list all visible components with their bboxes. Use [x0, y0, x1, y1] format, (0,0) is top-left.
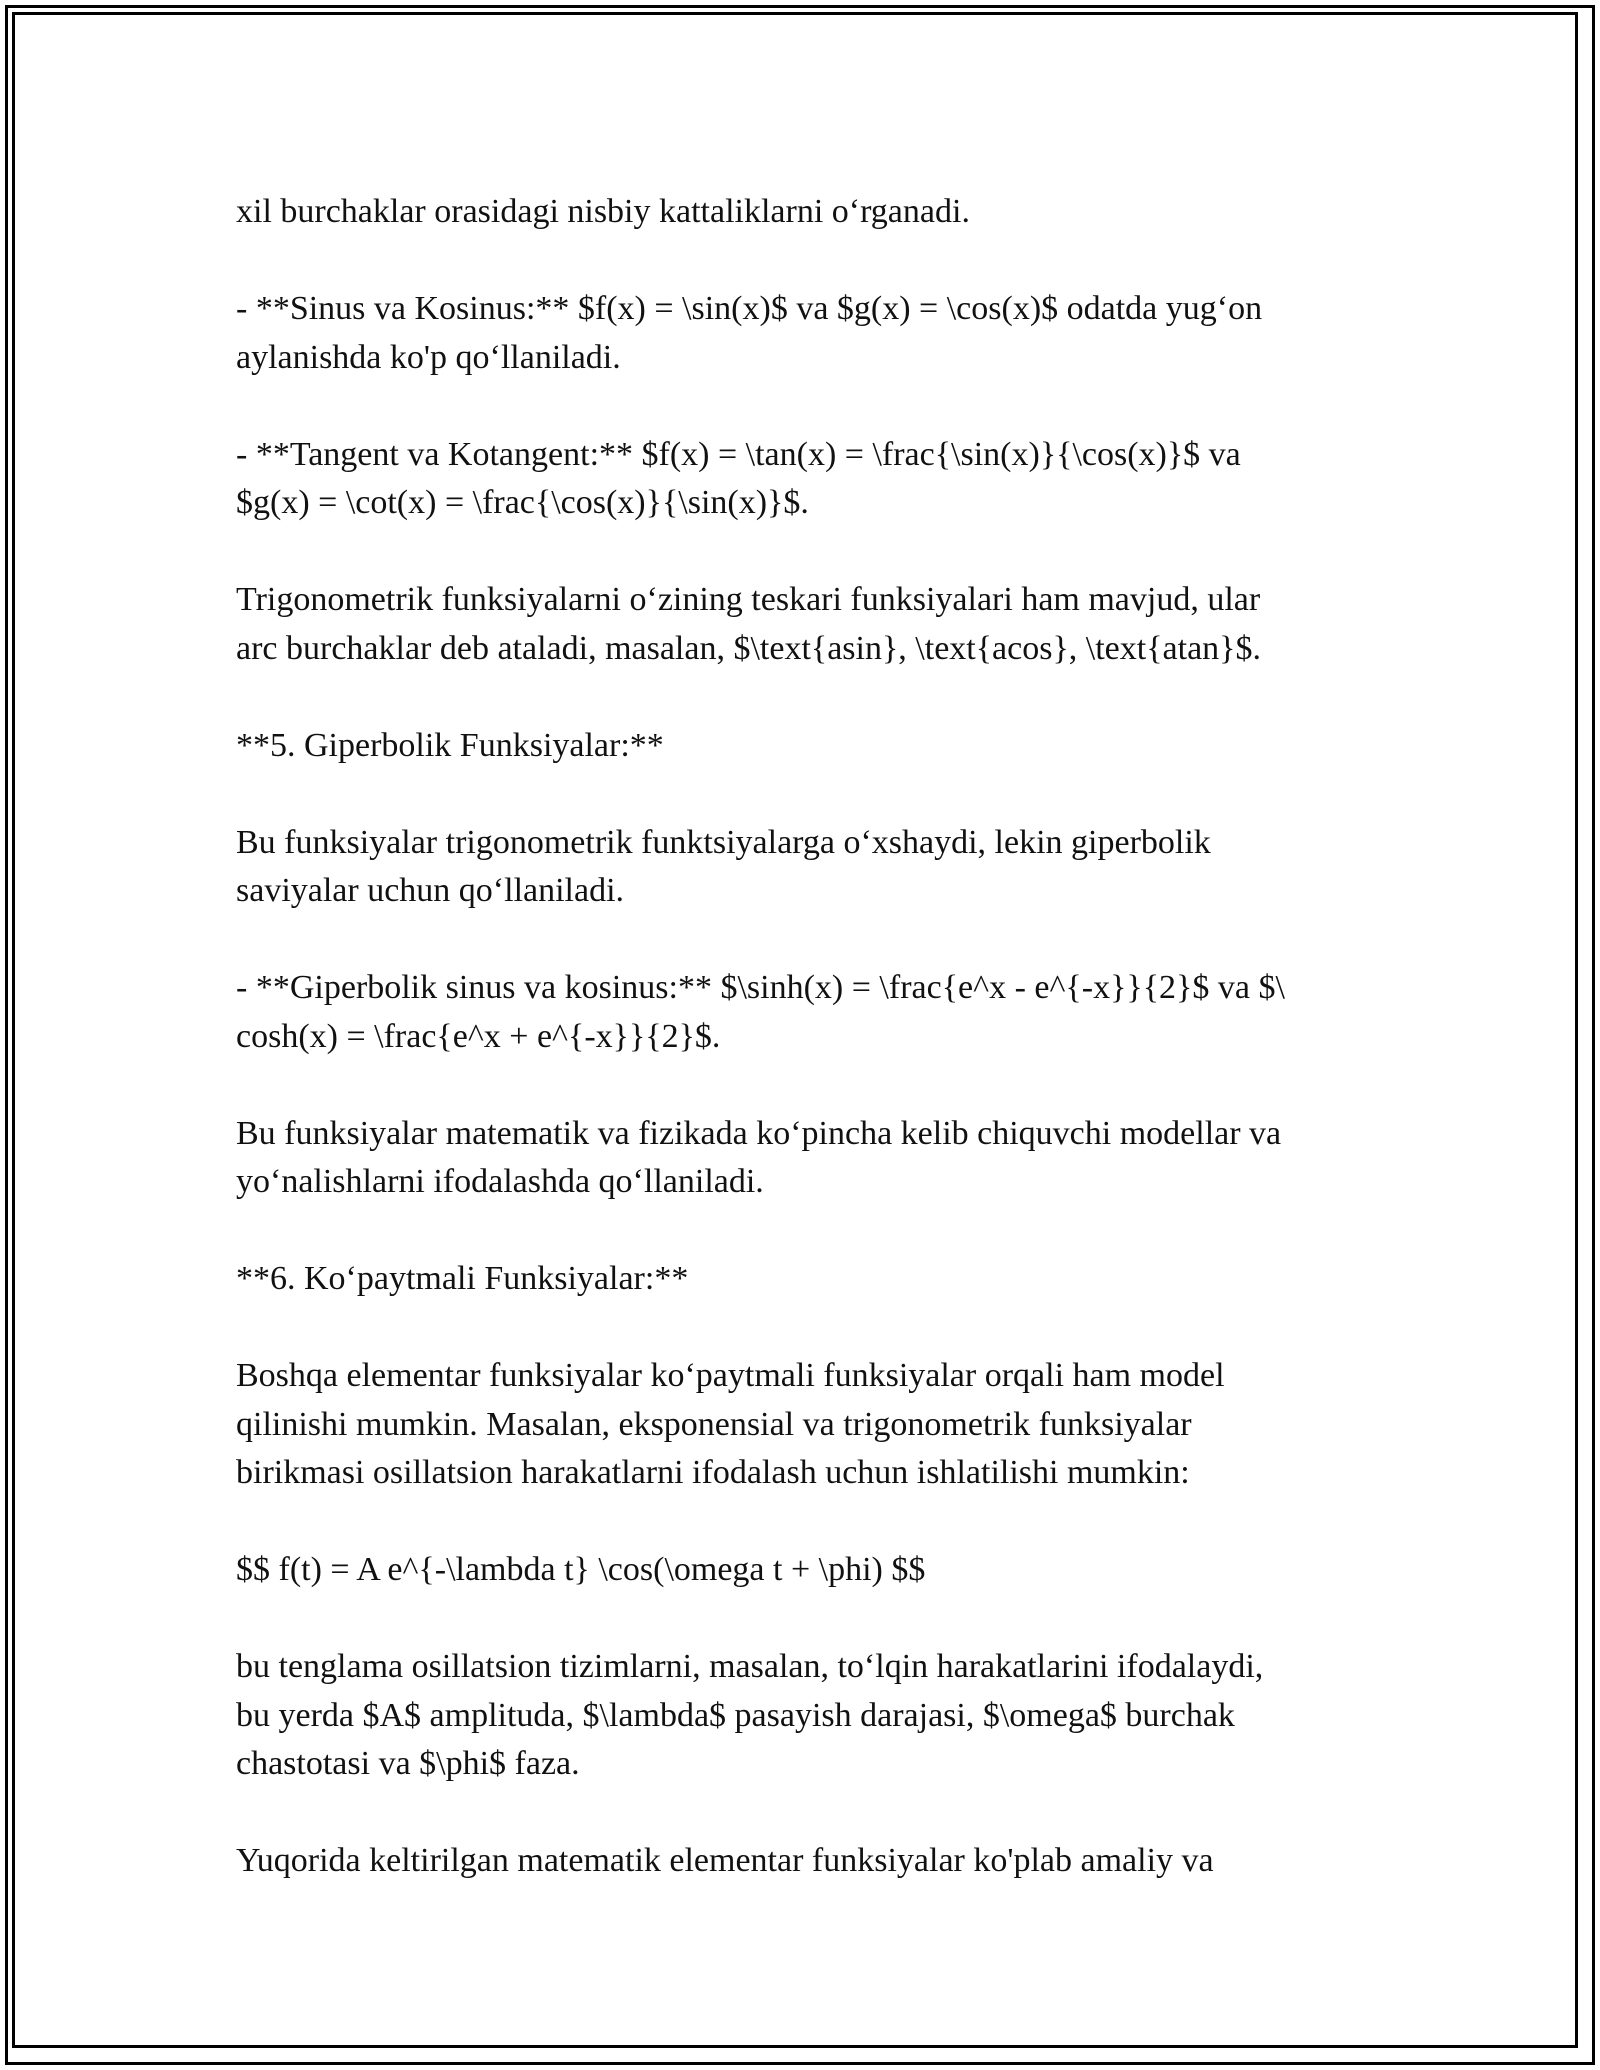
text-line: cosh(x) = \frac{e^x + e^{-x}}{2}$.	[236, 1017, 721, 1055]
paragraph-giperbolik-qollanilishi	[236, 1110, 1376, 1207]
text-line: aylanishda ko'p qo‘llaniladi.	[236, 338, 621, 376]
paragraph-kopaytmali-intro	[236, 1352, 1376, 1498]
paragraph-giperbolik-intro	[236, 819, 1376, 916]
display-formula	[236, 1546, 1376, 1595]
text-line: - **Giperbolik sinus va kosinus:** $\sinh(x) = \frac{e^x - e^{-x}}{2}$ va $\	[236, 969, 1285, 1006]
paragraph-sinus-kosinus	[236, 285, 1376, 382]
text-line: bu tenglama osillatsion tizimlarni, masalan, to‘lqin harakatlarini ifodalaydi,	[236, 1648, 1264, 1685]
text-line: bu yerda $A$ amplituda, $\lambda$ pasayish darajasi, $\omega$ burchak	[236, 1696, 1235, 1734]
text-line: Boshqa elementar funksiyalar ko‘paytmali funksiyalar orqali ham model	[236, 1357, 1225, 1394]
formula-line: $$ f(t) = A e^{-\lambda t} \cos(\omega t + \phi) $$	[236, 1551, 926, 1588]
paragraph-formula-izoh	[236, 1643, 1376, 1789]
text-line: yo‘nalishlarni ifodalashda qo‘llaniladi.	[236, 1163, 764, 1200]
paragraph-xulosa-boshi	[236, 1837, 1376, 1886]
heading-line: **5. Giperbolik Funksiyalar:**	[236, 726, 664, 764]
section-heading-5	[236, 722, 1376, 771]
heading-line: **6. Ko‘paytmali Funksiyalar:**	[236, 1260, 689, 1297]
document-body	[236, 188, 1376, 1934]
text-line: saviyalar uchun qo‘llaniladi.	[236, 872, 625, 909]
text-line: - **Sinus va Kosinus:** $f(x) = \sin(x)$ va $g(x) = \cos(x)$ odatda yug‘on	[236, 290, 1263, 327]
paragraph-teskari-funksiyalar	[236, 576, 1376, 673]
section-heading-6	[236, 1255, 1376, 1304]
text-line: $g(x) = \cot(x) = \frac{\cos(x)}{\sin(x)}$.	[236, 484, 809, 521]
text-line: - **Tangent va Kotangent:** $f(x) = \tan(x) = \frac{\sin(x)}{\cos(x)}$ va	[236, 435, 1241, 473]
text-line: Trigonometrik funksiyalarni o‘zining teskari funksiyalari ham mavjud, ular	[236, 581, 1261, 618]
paragraph-tangent-kotangent	[236, 431, 1376, 528]
text-line: Bu funksiyalar matematik va fizikada ko‘pincha kelib chiquvchi modellar va	[236, 1114, 1282, 1152]
text-line: chastotasi va $\phi$ faza.	[236, 1745, 580, 1782]
text-line: xil burchaklar orasidagi nisbiy kattaliklarni o‘rganadi.	[236, 193, 970, 230]
text-line: birikmasi osillatsion harakatlarni ifodalash uchun ishlatilishi mumkin:	[236, 1454, 1190, 1491]
paragraph-intro-tail	[236, 188, 1376, 237]
text-line: Yuqorida keltirilgan matematik elementar funksiyalar ko'plab amaliy va	[236, 1842, 1214, 1879]
text-line: Bu funksiyalar trigonometrik funktsiyalarga o‘xshaydi, lekin giperbolik	[236, 823, 1211, 861]
text-line: arc burchaklar deb ataladi, masalan, $\text{asin}, \text{acos}, \text{atan}$.	[236, 629, 1261, 667]
text-line: qilinishi mumkin. Masalan, eksponensial va trigonometrik funksiyalar	[236, 1405, 1192, 1443]
paragraph-giperbolik-sinus-kosinus	[236, 964, 1376, 1061]
